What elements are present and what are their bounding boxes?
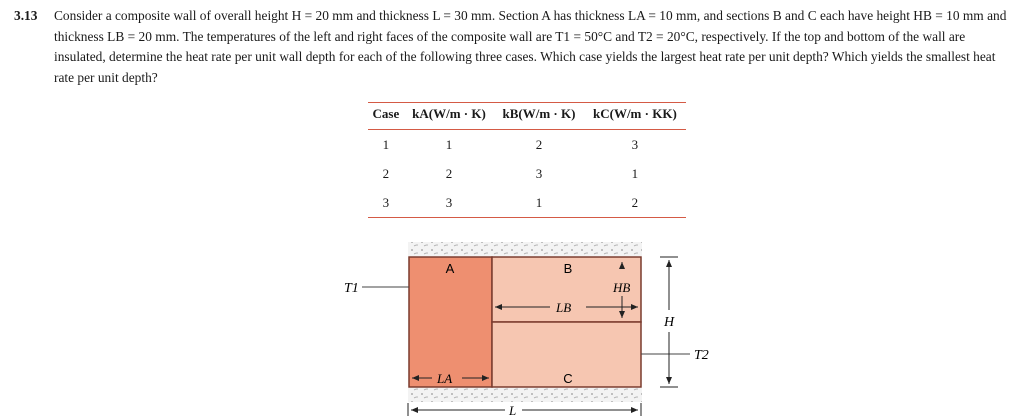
- header-kc: kC(W/m · KK): [584, 103, 686, 130]
- cell-ka: 3: [404, 188, 494, 218]
- label-section-a: A: [445, 261, 455, 276]
- cell-case: 1: [382, 136, 390, 152]
- cell-kc: 3: [631, 136, 639, 152]
- cell-case: 2: [382, 165, 390, 181]
- bottom-insulation: [408, 388, 642, 402]
- cell-kc: 1: [631, 165, 639, 181]
- label-l: L: [509, 403, 517, 418]
- cell-kb: 2: [535, 136, 543, 152]
- problem-number: 3.13: [14, 8, 38, 23]
- header-ka: kA(W/m · K): [404, 103, 494, 130]
- label-section-c: C: [563, 371, 573, 386]
- label-section-b: B: [563, 261, 573, 276]
- label-h: H: [664, 315, 675, 330]
- label-lb: LB: [556, 300, 572, 315]
- cell-kb: 3: [535, 165, 543, 181]
- cell-ka: 2: [445, 165, 453, 181]
- label-t2: T2: [694, 348, 709, 363]
- label-t1: T1: [344, 281, 359, 296]
- problem-text: Consider a composite wall of overall height H = 20 mm and thickness L = 30 mm. Section A has thickness LA = 10 mm, and sections B and C each have height HB = 10 mm and thickness LB = 20 mm. The temperatures of the left and right faces of the composite wall are T1 = 50°C and T2 = 20°C, respectively. If the top and bottom of the wall are insulated, determine the heat rate per unit wall depth for each of the following three cases. Which case yields the largest heat rate per unit depth? Which yields the smallest heat rate per unit depth?: [54, 8, 1007, 85]
- cell-case: 3: [368, 188, 404, 218]
- header-case: Case: [368, 103, 404, 130]
- section-a: [409, 257, 492, 387]
- cell-kc: 2: [584, 188, 686, 218]
- label-la: LA: [437, 371, 453, 386]
- label-hb: HB: [613, 280, 631, 295]
- cell-ka: 1: [445, 136, 453, 152]
- top-insulation: [408, 242, 642, 256]
- header-kb: kB(W/m · K): [494, 103, 584, 130]
- cell-kb: 1: [494, 188, 584, 218]
